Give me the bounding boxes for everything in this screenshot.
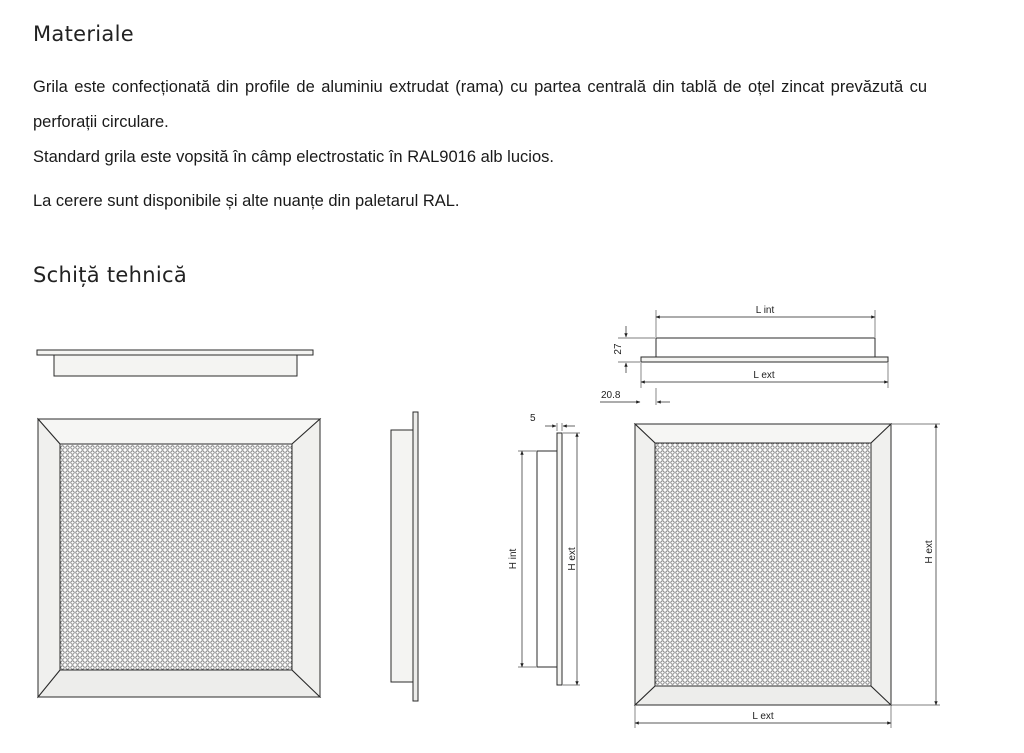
grille-top-section-view (37, 350, 313, 376)
grille-front-view-large (38, 419, 320, 697)
dim-height-27: 27 (613, 343, 624, 355)
perforated-panel (655, 443, 871, 686)
dim-width-5: 5 (530, 413, 536, 424)
grille-front-view-dimensioned (635, 424, 940, 728)
dim-offset-20-8: 20.8 (601, 390, 621, 401)
side-dimension-view (508, 413, 580, 685)
section-heading-materials: Materiale (33, 22, 134, 46)
dim-l-ext-front: L ext (752, 711, 774, 722)
materials-paragraph-1: Grila este confecționată din profile de aluminiu extrudat (rama) cu partea centrală din tablă de oțel zincat prevăzută cu perforații circulare. (33, 78, 927, 131)
dim-l-int: L int (755, 305, 775, 316)
dim-h-ext-side: H ext (567, 547, 578, 571)
perforated-panel (60, 444, 292, 670)
materials-paragraph-3: La cerere sunt disponibile și alte nuanțe din paletarul RAL. (33, 192, 460, 210)
dim-h-int-side: H int (508, 548, 519, 570)
top-section-dimension-view (600, 305, 888, 405)
dim-l-ext-top: L ext (753, 370, 775, 381)
materials-paragraph-2: Standard grila este vopsită în câmp electrostatic în RAL9016 alb lucios. (33, 148, 554, 166)
grille-side-view (391, 412, 418, 701)
dim-h-ext-front: H ext (924, 540, 935, 564)
section-heading-technical-sketch: Schiță tehnică (33, 263, 188, 287)
